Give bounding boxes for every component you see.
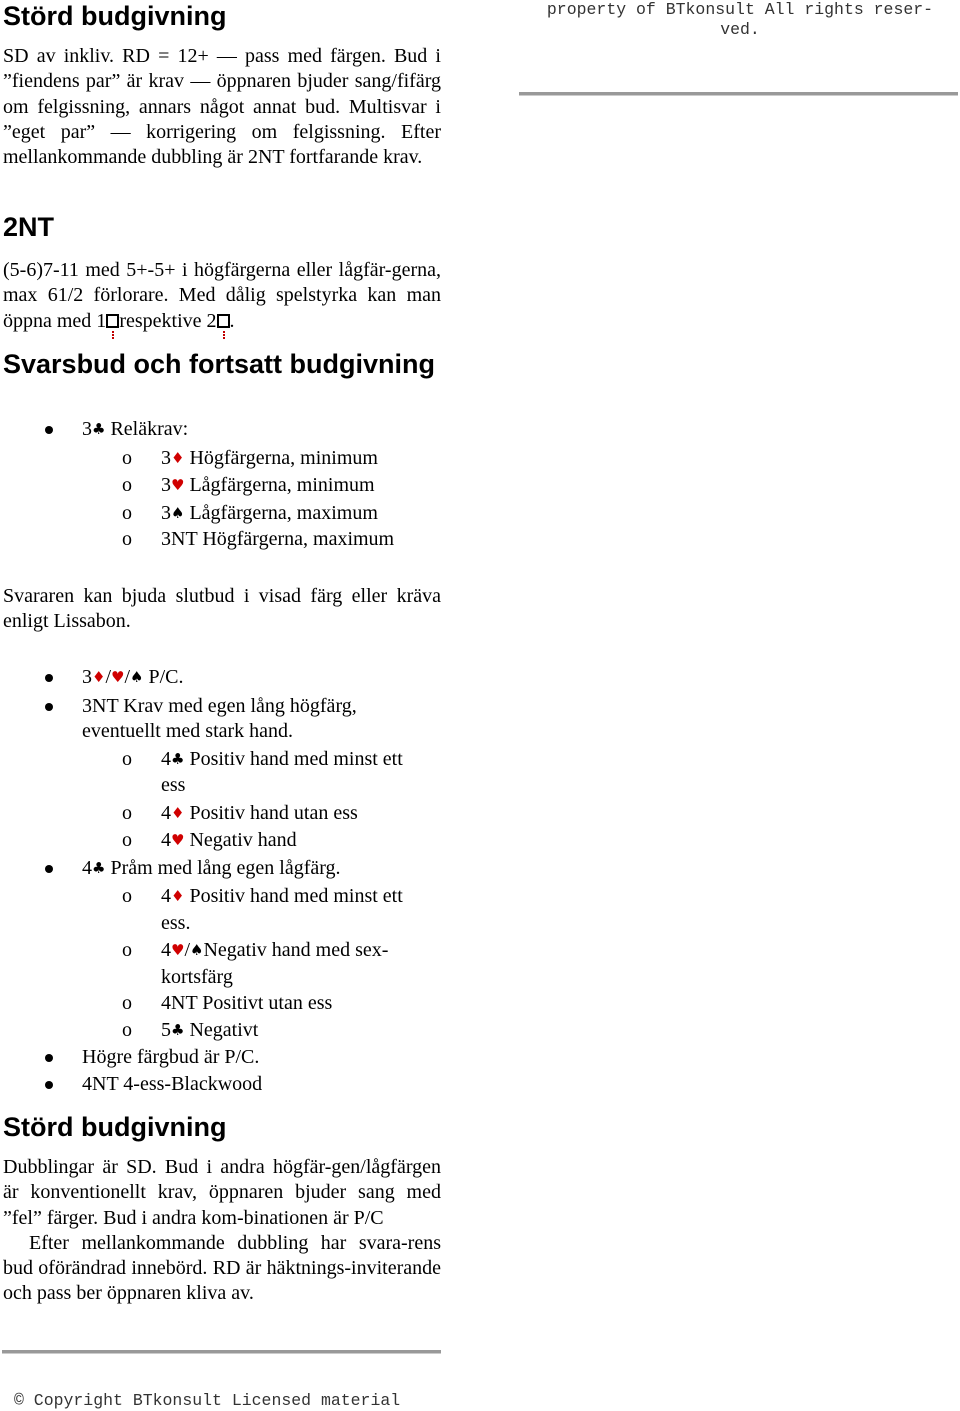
bid: 3NT: [161, 528, 198, 550]
section-paragraph: Svararen kan bjuda slutbud i visad färg eller kräva enligt Lissabon.: [3, 584, 441, 632]
diamond-icon: ♦: [171, 803, 185, 822]
item-text: 3NT Krav med egen lång högfärg,: [82, 694, 357, 717]
item-text: Positiv hand med minst ett: [184, 747, 403, 770]
heart-icon: ♥: [111, 668, 125, 687]
bid: 4: [82, 856, 92, 879]
item-text: Positiv hand utan ess: [184, 801, 358, 824]
item-text: Negativt: [184, 1018, 259, 1041]
bid: 3: [82, 418, 92, 440]
list-item: [81, 473, 563, 500]
list-item: [81, 1018, 563, 1045]
item-text: Negativ hand med sex-: [203, 939, 389, 962]
diamond-icon: ♦: [171, 448, 185, 467]
item-text: Reläkrav:: [105, 418, 189, 440]
bid: 4: [161, 939, 171, 962]
diamond-icon: ♦: [92, 668, 106, 687]
bottom-divider: [2, 1350, 441, 1354]
answer-sublist: [82, 884, 563, 1044]
section-heading: Störd budgivning: [3, 1112, 227, 1142]
section-heading: Svarsbud och fortsatt budgivning: [3, 349, 436, 379]
rights-notice-line1: property of BTkonsult All rights reser-: [546, 0, 934, 19]
bid: 3: [161, 446, 171, 469]
heart-icon: ♥: [171, 476, 185, 494]
section-text: SD av inkliv. RD = 12+ — pass med färgen. Bud i ”fiendens par” är krav — öppnaren bjuder sang/fifärg om felgissning, annars något annat bud. Multisvar i ”eget par” — korrigering om felgissning. Efter mellankommande dubbling är 2NT fortfarande krav.: [3, 45, 441, 169]
bid: 5: [161, 1018, 171, 1041]
separator: /: [124, 666, 131, 689]
list-item: [81, 527, 563, 553]
rights-notice-line2: ved.: [720, 20, 760, 39]
list-item: [3, 1072, 563, 1098]
list-item: [81, 747, 563, 799]
missing-symbol-icon: [217, 314, 230, 328]
section-stord-budgivning-2: [3, 1111, 441, 1307]
answer-sublist: [82, 747, 563, 855]
item-text: ess.: [161, 911, 191, 934]
relay-sublist: [82, 446, 563, 553]
list-item: [81, 828, 563, 855]
list-item: [3, 1045, 563, 1071]
item-text: 4NT 4-ess-Blackwood: [82, 1072, 263, 1095]
item-text: Lågfärgerna, minimum: [184, 474, 375, 496]
item-text: kortsfärg: [161, 965, 233, 988]
item-text: Högre färgbud är P/C.: [82, 1046, 260, 1069]
copyright-footer: © Copyright BTkonsult Licensed material: [14, 1391, 401, 1410]
section-text: [3, 258, 441, 334]
item-text: Lågfärgerna, maximum: [184, 501, 378, 524]
diamond-icon: ♦: [171, 887, 185, 906]
section-heading: Störd budgivning: [3, 1, 227, 31]
text-part: (5-6)7-11 med 5+-5+ i högfärgerna eller lågfär-gerna, max 61/2 förlorare. Med dålig spelstyrka kan man öppna med 1: [3, 259, 441, 332]
item-text: Högfärgerna, maximum: [197, 528, 395, 550]
item-text: P/C.: [143, 666, 184, 689]
top-right-divider: [519, 92, 958, 96]
relay-list: [3, 417, 563, 553]
item-text: ess: [161, 774, 186, 797]
list-item: [81, 801, 563, 828]
list-item: [3, 665, 563, 692]
list-item: [81, 446, 563, 473]
item-text: Positiv hand med minst ett: [184, 885, 403, 908]
list-item: [3, 694, 563, 855]
list-item: [3, 856, 563, 1045]
item-text: Negativ hand: [184, 829, 297, 852]
club-icon: ♣: [171, 1020, 185, 1039]
separator: /: [184, 939, 191, 962]
item-text: 4NT Positivt utan ess: [161, 992, 333, 1015]
bid: 3: [161, 474, 171, 496]
heart-icon: ♥: [171, 941, 185, 960]
club-icon: ♣: [92, 420, 106, 438]
section-svarsbud: [3, 348, 563, 1097]
item-text: Pråm med lång egen lågfärg.: [105, 856, 341, 879]
section-paragraph: Efter mellankommande dubbling har svara-rens bud oförändrad innebörd. RD är häktnings-inviterande och pass ber öppnaren kliva av.: [3, 1231, 441, 1305]
list-item: [81, 884, 563, 936]
list-item: [81, 501, 563, 528]
rights-notice: [522, 0, 958, 40]
section-paragraph: Dubblingar är SD. Bud i andra högfär-gen/lågfärgen är konventionellt krav, öppnaren bjuder sang med ”fel” färger. Bud i andra kom-binationen är P/C: [3, 1156, 441, 1229]
spade-icon: ♠: [130, 668, 144, 687]
heart-icon: ♥: [171, 831, 185, 850]
bid: 3: [82, 666, 92, 689]
separator: /: [105, 666, 112, 689]
text-part: respektive 2: [119, 309, 217, 332]
club-icon: ♣: [171, 749, 185, 768]
list-item: [81, 991, 563, 1017]
section-2nt: [3, 211, 441, 334]
item-text: eventuellt med stark hand.: [82, 720, 294, 743]
list-item: [3, 417, 563, 553]
answer-list: [3, 665, 563, 1097]
bid: 4: [161, 829, 171, 852]
item-text: Högfärgerna, minimum: [184, 446, 378, 469]
club-icon: ♣: [92, 858, 106, 877]
list-item: [81, 938, 563, 990]
missing-symbol-icon: [106, 314, 119, 328]
section-stord-budgivning-1: [3, 0, 441, 170]
text-part: .: [229, 309, 235, 332]
section-heading: 2NT: [3, 212, 55, 242]
bid: 4: [161, 801, 171, 824]
bid: 3: [161, 501, 171, 524]
bid: 4: [161, 885, 171, 908]
bid: 4: [161, 747, 171, 770]
spade-icon: ♠: [190, 941, 204, 960]
spade-icon: ♠: [171, 503, 185, 522]
